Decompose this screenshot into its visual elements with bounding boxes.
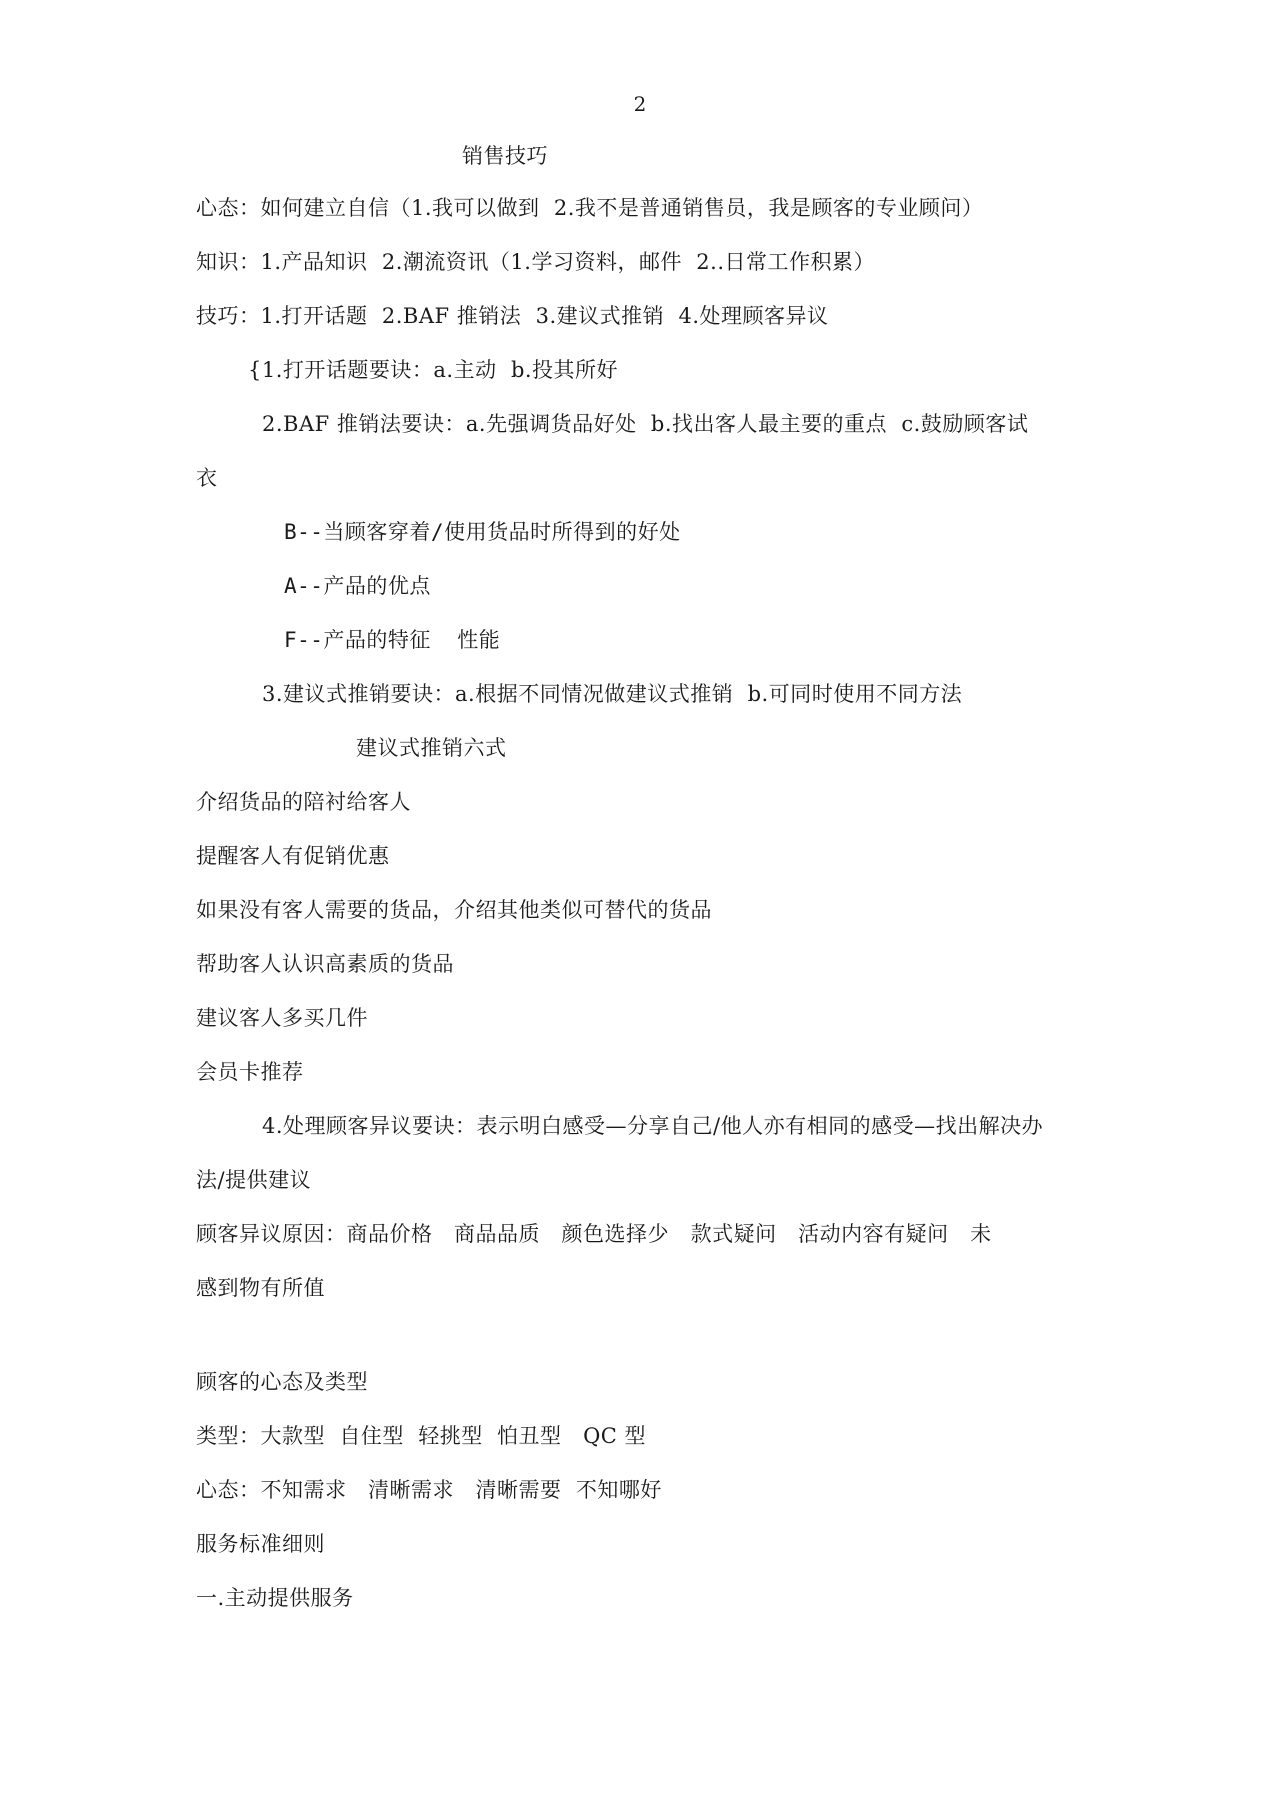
text-line: 衣	[196, 466, 218, 490]
text-line: 顾客异议原因：商品价格 商品品质 颜色选择少 款式疑问 活动内容有疑问 未	[196, 1222, 992, 1246]
text-line: 一.主动提供服务	[196, 1586, 354, 1610]
text-line: 感到物有所值	[196, 1276, 325, 1300]
text-line: {1.打开话题要诀：a.主动 b.投其所好	[248, 358, 619, 382]
text-line: 3.建议式推销要诀：a.根据不同情况做建议式推销 b.可同时使用不同方法	[262, 682, 963, 706]
list-item: 如果没有客人需要的货品，介绍其他类似可替代的货品	[196, 898, 712, 922]
list-item: 介绍货品的陪衬给客人	[196, 790, 411, 814]
text-line: B--当顾客穿着/使用货品时所得到的好处	[284, 520, 681, 544]
list-item: 会员卡推荐	[196, 1060, 304, 1084]
text-line: 知识：1.产品知识 2.潮流资讯（1.学习资料，邮件 2..日常工作积累）	[196, 250, 876, 274]
text-line: 服务标准细则	[196, 1532, 325, 1556]
list-item: 提醒客人有促销优惠	[196, 844, 390, 868]
text-line: 心态：不知需求 清晰需求 清晰需要 不知哪好	[196, 1478, 662, 1502]
text-line: 2.BAF 推销法要诀：a.先强调货品好处 b.找出客人最主要的重点 c.鼓励顾客试	[262, 412, 1029, 436]
text-line: 类型：大款型 自住型 轻挑型 怕丑型 QC 型	[196, 1424, 647, 1448]
text-line: 心态：如何建立自信（1.我可以做到 2.我不是普通销售员，我是顾客的专业顾问）	[196, 196, 984, 220]
section-title: 销售技巧	[462, 144, 548, 168]
text-line: A--产品的优点	[284, 574, 431, 598]
list-item: 建议客人多买几件	[196, 1006, 368, 1030]
list-item: 帮助客人认识高素质的货品	[196, 952, 454, 976]
text-line: 4.处理顾客异议要诀：表示明白感受—分享自己/他人亦有相同的感受—找出解决办	[262, 1114, 1044, 1138]
text-line: F--产品的特征 性能	[284, 628, 501, 652]
text-line: 顾客的心态及类型	[196, 1370, 368, 1394]
text-line: 技巧：1.打开话题 2.BAF 推销法 3.建议式推销 4.处理顾客异议	[196, 304, 829, 328]
page-number: 2	[633, 92, 647, 116]
subheading: 建议式推销六式	[356, 736, 507, 760]
text-line: 法/提供建议	[196, 1168, 312, 1192]
